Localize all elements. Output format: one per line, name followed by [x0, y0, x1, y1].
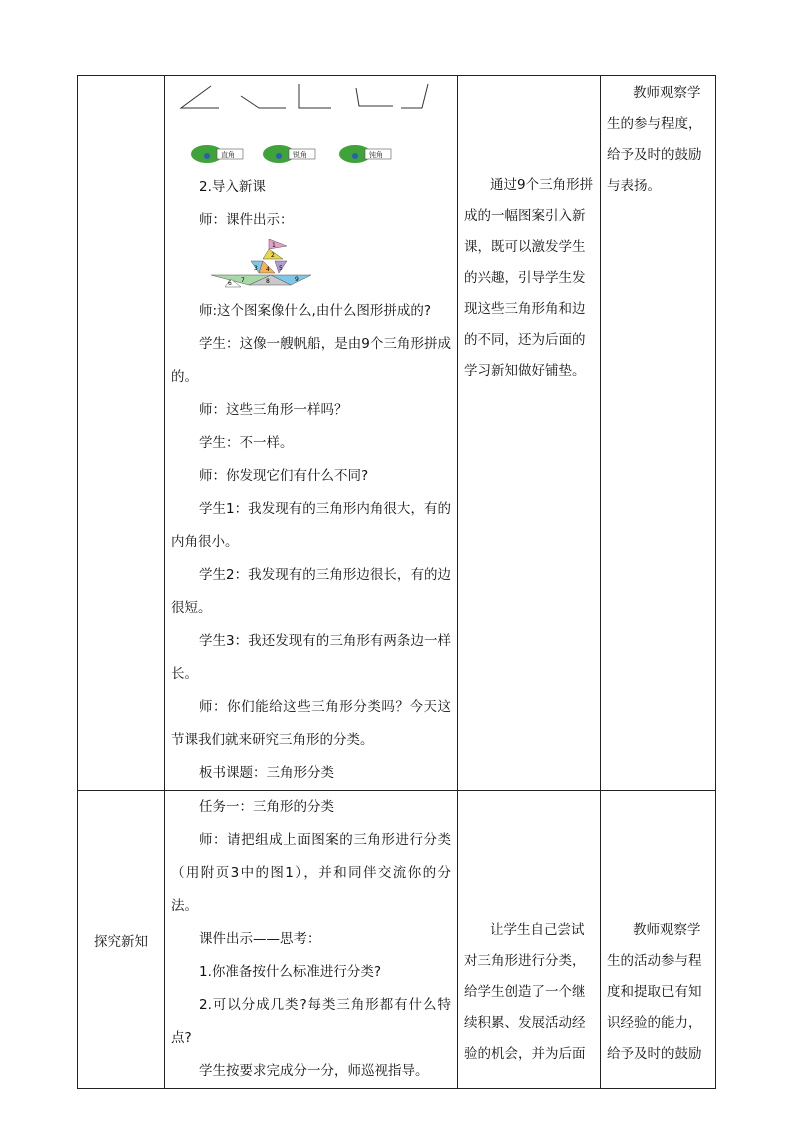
stage-cell: [78, 791, 165, 1089]
angle-tag-acute: 锐角: [293, 151, 307, 159]
peacock-group-1: [191, 145, 243, 163]
line-student3: 学生3：我还发现有的三角形有两条边一样长。: [171, 633, 451, 682]
lesson-plan-table: [77, 75, 716, 1089]
line-slide-think: 课件出示——思考：: [199, 931, 321, 947]
evaluation-cell: [601, 76, 716, 791]
design-intent-text: 让学生自己尝试对三角形进行分类，给学生创造了一个继续积累、发展活动经验的机会，并为后面: [464, 922, 586, 1062]
sailboat-figure: [211, 237, 451, 295]
angle-figure-2: [241, 96, 286, 108]
boat-label-2: 2: [271, 252, 275, 259]
evaluation-cell: [601, 791, 716, 1089]
line-student-task: 学生按要求完成分一分，师巡视指导。: [199, 1063, 429, 1079]
line-student-different: 学生：不一样。: [199, 435, 294, 451]
activity-cell: [165, 76, 458, 791]
boat-label-7: 7: [241, 277, 245, 284]
line-task-one: 任务一：三角形的分类: [199, 799, 334, 815]
angle-figure-4: [356, 88, 393, 106]
angle-tag-right: 直角: [221, 151, 235, 159]
evaluation-text: 教师观察学生的参与程度，给予及时的鼓励与表扬。: [607, 85, 702, 194]
boat-label-9: 9: [295, 276, 299, 283]
line-teacher-same: 师：这些三角形一样吗？: [199, 402, 348, 418]
line-teacher-classify: 师：你们能给这些三角形分类吗？今天这节课我们就来研究三角形的分类。: [171, 699, 451, 748]
design-intent-text: 通过9个三角形拼成的一幅图案引入新课，既可以激发学生的兴趣，引导学生发现这些三角形角和边的不同，还为后面的学习新知做好铺垫。: [464, 177, 594, 379]
stage-label: 探究新知: [94, 933, 148, 950]
line-teacher-instruction: 师：请把组成上面图案的三角形进行分类（用附页3中的图1），并和同伴交流你的分法。: [171, 832, 451, 914]
line-student-boat: 学生：这像一艘帆船，是由9个三角形拼成的。: [171, 336, 451, 385]
angle-figure-3: [299, 84, 331, 108]
line-question-2: 2.可以分成几类?每类三角形都有什么特点?: [171, 997, 451, 1046]
section-heading: 2.导入新课: [199, 179, 266, 195]
table-row-explore: [78, 791, 716, 1089]
angle-tag-obtuse: 钝角: [369, 151, 383, 159]
boat-label-5: 5: [279, 265, 283, 272]
boat-label-8: 8: [266, 278, 270, 285]
angle-figure-5: [401, 84, 428, 108]
boat-label-3: 3: [254, 265, 258, 272]
line-question-1: 1.你准备按什么标准进行分类?: [199, 964, 382, 980]
design-intent-cell: [458, 791, 601, 1089]
boat-label-4: 4: [266, 266, 270, 273]
line-board-title: 板书课题：三角形分类: [199, 765, 334, 781]
evaluation-text: 教师观察学生的活动参与程度和提取已有知识经验的能力，给予及时的鼓励: [607, 922, 702, 1062]
activity-cell: [165, 791, 458, 1089]
angle-figure-1: [181, 86, 219, 108]
stage-cell-empty: [78, 76, 165, 791]
boat-label-6: 6: [228, 280, 232, 287]
table-row-intro: [78, 76, 716, 791]
peacock-group-3: [339, 145, 391, 163]
line-teacher-differences: 师：你发现它们有什么不同?: [199, 468, 369, 484]
line-student1: 学生1：我发现有的三角形内角很大，有的内角很小。: [171, 501, 451, 550]
line-teacher-question: 师:这个图案像什么,由什么图形拼成的?: [199, 303, 432, 319]
design-intent-cell: [458, 76, 601, 791]
line-student2: 学生2：我发现有的三角形边很长，有的边很短。: [171, 567, 451, 616]
line-teacher-slide: 师：课件出示：: [199, 212, 294, 228]
peacock-group-2: [263, 145, 315, 163]
boat-label-1: 1: [272, 242, 276, 249]
angle-figures: [171, 76, 451, 171]
